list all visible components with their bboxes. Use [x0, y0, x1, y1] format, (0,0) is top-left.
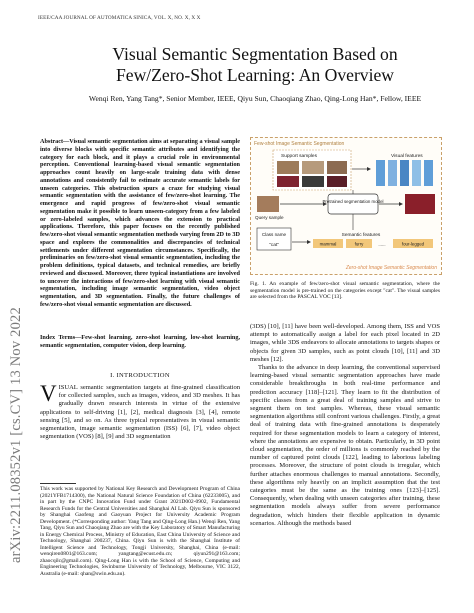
support-image-2: [302, 161, 324, 174]
abstract-text: Abstract—Visual semantic segmentation aims at separating a visual sample into diverse blocks with specific semantic attributes and identifying the category for each block, and it plays a crucial role in environmental perception. Conventional learning-based visual semantic segmentation approaches count heavily on large-scale training data with dense annotations and consistently fail to estimate accurate semantic labels for unseen categories. This obstruction spurs a craze for studying visual semantic segmentation with the assistance of few/zero-shot learning. The emergence and rapid progress of few/zero-shot visual semantic segmentation make it possible to learn unseen-category from a few labeled or zero-labeled samples, which advances the extension to practical applications. Therefore, this paper focuses on the recently published few/zero-shot visual semantic segmentation methods varying from 2D to 3D space and explores the commonalities and discrepancies of technical settlements under different segmentation circumstances. Specifically, the preliminaries on few/zero-shot visual semantic segmentation, including the problem definitions, typical datasets, and technical remedies, are briefly reviewed and discussed. Moreover, three typical instantiations are involved to uncover the interactions of few/zero-shot learning with visual semantic segmentation, including image semantic segmentation, video object segmentation, and 3D segmentation. Finally, the future challenges of few/zero-shot visual semantic segmentation are discussed.: [40, 138, 240, 308]
footnote-text: This work was supported by National Key Research and Development Program of China (2021YFB1714300), the National Natural Science Foundation of China (62233005), and in part by the CNPC Innovation Fund under Grant 2021D002-0902, Fundamental Research Funds for the Central Universities and Shanghai AI Lab. Qiyu Sun is sponsored by Shanghai Gaofeng and Gaoyuan Project for University Academic Program Development. (*Corresponding author: Yang Tang and Qing-Long Han.) Wenqi Ren, Yang Tang, Qiyu Sun and Chaoqiang Zhao are with the Key Laboratory of Smart Manufacturing in Energy Chemical Process, Ministry of Education, East China University of Science and Technology, Shanghai 200237, China. Qiyu Sun is with the Shanghai Institute of Intelligent Science and Technology, Tongji University, Shanghai, China (e-mail: wenqiren0801@163.com; yangtang@ecust.edu.cn; qiyun291@163.com; zhaocqilc@gmail.com). Qing-Long Han is with the School of Science, Computing and Engineering Technologies, Swinburne University of Technology, Melbourne, VIC 3122, Australia (e-mail: qhan@swin.edu.au).: [40, 486, 241, 577]
footnote-rule: [40, 483, 76, 484]
pretrained-model-box: [328, 194, 378, 214]
section-heading: I. INTRODUCTION: [110, 372, 170, 379]
output-mask: [405, 194, 435, 214]
semantic-mammal-text: mammal: [319, 241, 337, 247]
footnote: [40, 486, 240, 577]
visual-feature-bar-4: [412, 160, 421, 186]
arxiv-stamp: arXiv:2211.08352v1 [cs.CV] 13 Nov 2022: [8, 307, 24, 563]
semantic-furry-text: furry: [354, 241, 364, 247]
support-mask-3: [327, 176, 347, 187]
running-head: IEEE/CAA JOURNAL OF AUTOMATICA SINICA, VOL. X, NO. X, X X: [38, 15, 201, 21]
support-image-1: [277, 161, 299, 174]
fewshot-label: Few-shot Image Semantic Segmentation: [254, 141, 345, 147]
index-terms: [40, 334, 240, 350]
visual-feature-bar-3: [400, 160, 409, 186]
support-mask-2: [302, 176, 324, 187]
title-line-2: Few/Zero-Shot Learning: An Overview: [115, 65, 394, 85]
semantic-features-label: Semantic features: [341, 233, 381, 238]
query-sample-label: Query sample: [255, 215, 284, 220]
figure-caption-text: Fig. 1. An example of few/zero-shot visual semantic segmentation, where the segmentation model is pre-trained on the categories except "cat". The visual samples are selected from the PASCAL VOC [13].: [250, 281, 440, 301]
figure-caption: [250, 281, 440, 301]
figure-1: [250, 137, 442, 275]
arrowhead: [307, 240, 311, 244]
introduction: [40, 381, 240, 441]
semantic-ellipsis: ......: [378, 241, 386, 247]
semantic-fourlegged-text: four-legged: [401, 241, 425, 247]
visual-features-label: Visual features: [391, 154, 423, 159]
drop-cap: V: [40, 381, 57, 406]
intro-text: ISUAL semantic segmentation targets at fine-grained classification for collected samples, such as images, videos, and 3D meshes. It has gradually drawn research interests in virtue of the extensive applications to self-driving [1], [2], medical diagnosis [3], [4], remote sensing [5], and so on. As three typical representatives in visual semantic segmentation, image semantic segmentation (ISS) [6], [7], video object segmentation (VOS) [8], [9] and 3D segmentation: [40, 384, 240, 441]
support-image-3: [327, 161, 347, 174]
class-name-value: "cat": [269, 243, 279, 248]
arrowhead: [367, 167, 371, 171]
title-line-1: Visual Semantic Segmentation Based on: [112, 44, 398, 64]
index-terms-text: Index Terms—Few-shot learning, zero-shot learning, low-shot learning, semantic segmentation, computer vision, deep learning.: [40, 334, 240, 349]
pretrained-model-label: Pretrained segmentation model: [322, 199, 384, 204]
zeroshot-label: Zero-shot Image Semantic Segmentation: [345, 265, 437, 271]
author-list: Wenqi Ren, Yang Tang*, Senior Member, IEEE, Qiyu Sun, Chaoqiang Zhao, Qing-Long Han*, Fellow, IEEE: [88, 94, 422, 103]
right-paragraph-2: Thanks to the advance in deep learning, the conventional supervised learning-based visual semantic segmentation approaches have made considerable breakthroughs in both real-time performance and prediction accuracy [118]–[121]. They learn to fit the distribution of specific classes from a great deal of training samples and strive to segment them on test samples. Whereas, these visual semantic segmentation algorithms still confront various challenges. Firstly, a great deal of training data with fine-grained annotations is desperately required for these segmentation models to learn a category of interest, where the annotations are expensive to obtain. Particularly, in 3D point cloud segmentation, the order of millions is commonly reached by the number of captured point clouds [122], leading to laborious labeling processes. Moreover, the structure of point clouds is irregular, which further attaches enormous challenges to manual annotations. Secondly, these algorithms rely heavily on an implicit assumption that the test categories must be the same as the training ones [123]–[125]. Consequently, when dealing with unseen categories after training, these segmentation models always suffer from severe performance degradation, which hinders their flexible application in dynamic scenarios. Although the methods based: [250, 364, 440, 527]
paper-title: [40, 44, 470, 86]
visual-feature-bar-1: [376, 160, 385, 186]
right-column-text: [250, 323, 440, 528]
support-mask-1: [277, 176, 299, 187]
figure-diagram: [251, 138, 441, 274]
visual-feature-bar-2: [388, 160, 397, 186]
right-paragraph-1: (3DS) [10], [11] have been well-developed. Among them, ISS and VOS attempt to automatically assign a label for each pixel located in 2D images, while 3DS endeavors to allocate annotations to targets shapes or objects for given 3D samples, such as point clouds [10], [11] and 3D meshes [12].: [250, 323, 440, 363]
query-image: [257, 196, 279, 212]
support-samples-label: Support samples: [281, 154, 317, 159]
abstract: [40, 138, 240, 309]
visual-feature-bar-5: [424, 160, 433, 186]
arrowhead: [399, 202, 403, 206]
class-name-label: Class name: [261, 232, 287, 237]
